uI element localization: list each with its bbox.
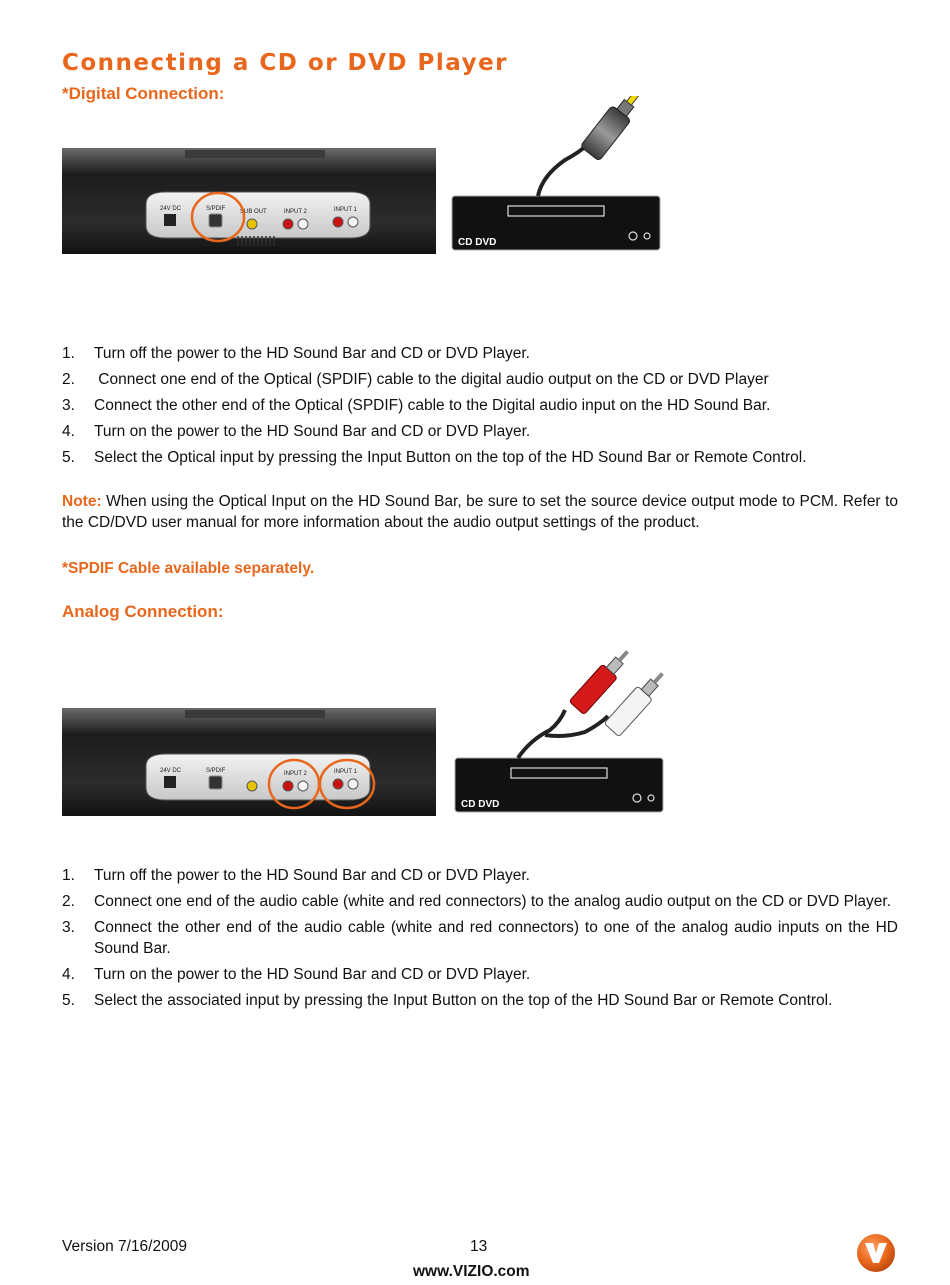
footer-page-number: 13 xyxy=(470,1238,488,1255)
list-item: 4. Turn on the power to the HD Sound Bar and CD or DVD Player. xyxy=(62,966,531,983)
input2-white-port xyxy=(298,219,308,229)
sub-out-port xyxy=(247,781,257,791)
spdif-port-label: S/PDIF xyxy=(206,206,226,212)
input2-label: INPUT 2 xyxy=(284,209,307,215)
input2-label: INPUT 2 xyxy=(284,771,307,777)
input1-label: INPUT 1 xyxy=(334,769,357,775)
player-label: CD DVD xyxy=(461,799,500,810)
sub-out-port xyxy=(247,219,257,229)
list-item: 3. Connect the other end of the audio cable (white and red connectors) to one of the analog audio inputs on the HD Sound Bar. xyxy=(62,919,898,957)
sub-out-label: SUB OUT xyxy=(240,209,267,215)
list-item: 5. Select the Optical input by pressing the Input Button on the top of the HD Sound Bar or Remote Control. xyxy=(62,449,807,466)
spdif-availability-note: *SPDIF Cable available separately. xyxy=(62,560,315,577)
input1-red-port xyxy=(333,779,343,789)
dc-port-label: 24V DC xyxy=(160,206,182,212)
spdif-port xyxy=(209,776,222,789)
spdif-port-label: S/PDIF xyxy=(206,768,226,774)
list-item: 3. Connect the other end of the Optical (SPDIF) cable to the Digital audio input on the HD Sound Bar. xyxy=(62,397,771,414)
input1-white-port xyxy=(348,779,358,789)
soundbar-back-panel-analog xyxy=(62,708,436,816)
footer-version: Version 7/16/2009 xyxy=(62,1238,187,1255)
soundbar-back-panel xyxy=(62,148,436,254)
list-item: 1. Turn off the power to the HD Sound Bar and CD or DVD Player. xyxy=(62,867,530,884)
input1-red-port xyxy=(333,217,343,227)
input2-red-port xyxy=(283,219,293,229)
note-text: When using the Optical Input on the HD Sound Bar, be sure to set the source device output mode to PCM. Refer to the CD/DVD user manual for more information about the audio output settings of the product. xyxy=(62,493,898,531)
list-item: 5. Select the associated input by pressing the Input Button on the top of the HD Sound Bar or Remote Control. xyxy=(62,992,833,1009)
optical-cable xyxy=(538,96,646,196)
analog-connection-illustration xyxy=(60,642,670,822)
digital-connection-heading: *Digital Connection: xyxy=(62,84,225,103)
optical-note xyxy=(62,491,898,533)
input1-label: INPUT 1 xyxy=(334,207,357,213)
list-item: 2. Connect one end of the audio cable (white and red connectors) to the analog audio output on the CD or DVD Player. xyxy=(62,893,892,910)
player-label: CD DVD xyxy=(458,237,497,248)
cd-dvd-player-analog xyxy=(455,758,663,812)
rca-audio-cable xyxy=(518,645,670,758)
dc-port xyxy=(164,214,176,226)
input1-white-port xyxy=(348,217,358,227)
list-item: 1. Turn off the power to the HD Sound Bar and CD or DVD Player. xyxy=(62,345,530,362)
page-title: Connecting a CD or DVD Player xyxy=(62,50,509,76)
input2-red-port xyxy=(283,781,293,791)
footer-url[interactable]: www.VIZIO.com xyxy=(413,1263,530,1280)
vizio-v-logo-icon xyxy=(855,1230,899,1274)
spdif-port xyxy=(209,214,222,227)
cd-dvd-player xyxy=(452,196,660,250)
digital-steps-list xyxy=(62,343,898,473)
list-item: 4. Turn on the power to the HD Sound Bar and CD or DVD Player. xyxy=(62,423,531,440)
list-item: 2. Connect one end of the Optical (SPDIF) cable to the digital audio output on the CD or DVD Player xyxy=(62,371,769,388)
dc-port-label: 24V DC xyxy=(160,768,182,774)
input2-white-port xyxy=(298,781,308,791)
digital-connection-illustration xyxy=(60,96,670,258)
analog-connection-heading: Analog Connection: xyxy=(62,602,224,621)
analog-steps-list xyxy=(62,865,898,1016)
dc-port xyxy=(164,776,176,788)
note-label: Note: xyxy=(62,493,102,510)
